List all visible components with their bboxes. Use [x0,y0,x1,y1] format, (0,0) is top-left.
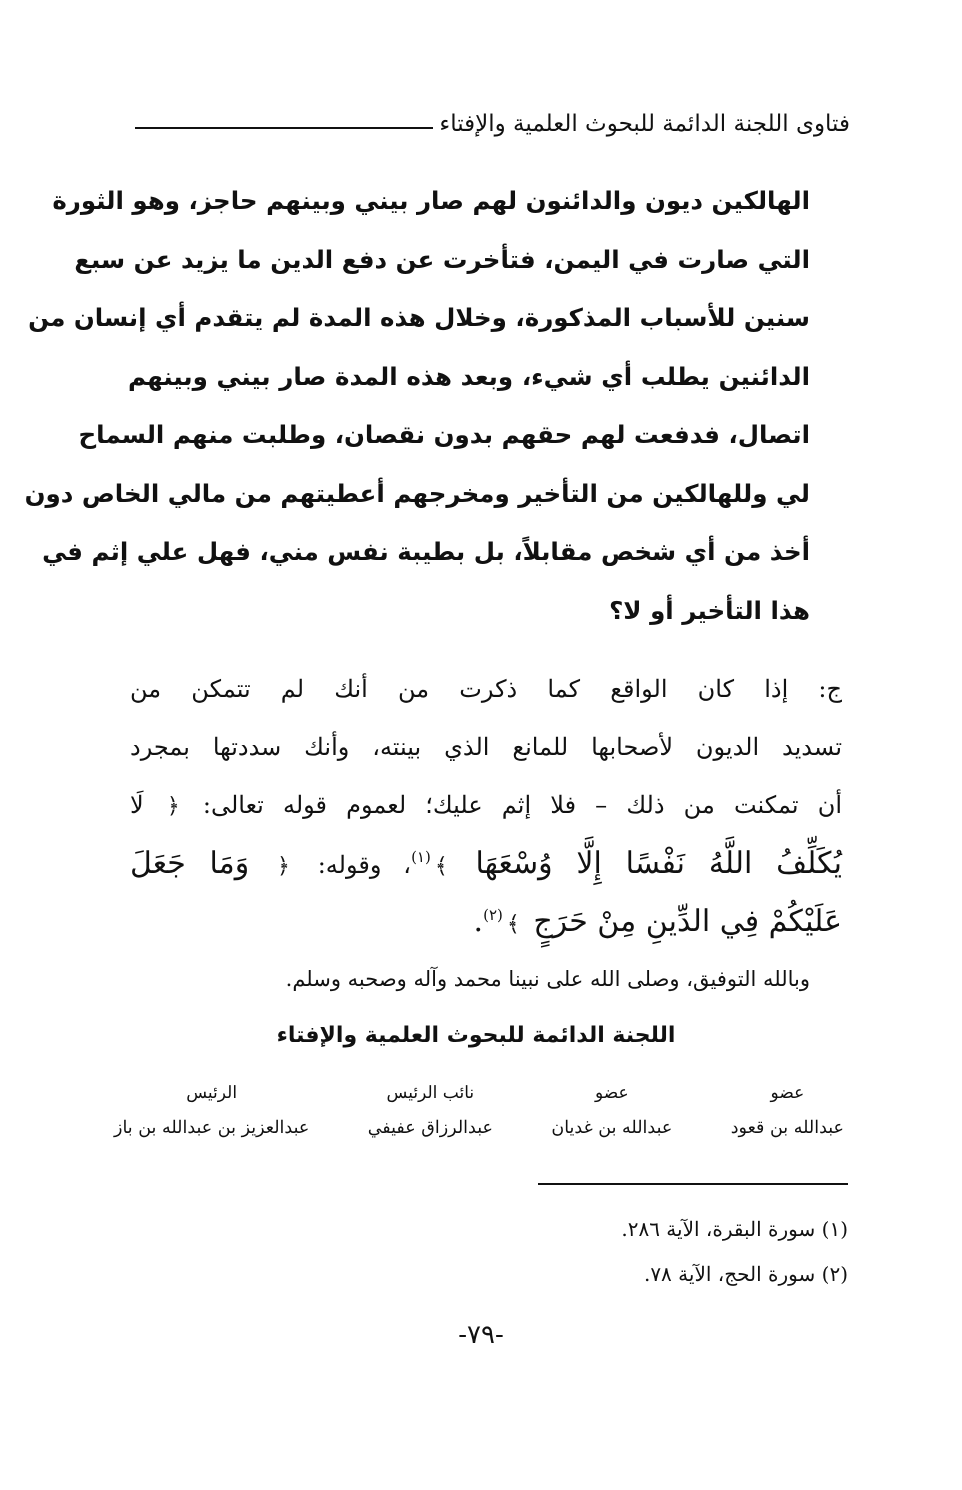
signatory [368,1078,493,1138]
quran-ornament-close: ﴾ [434,854,448,879]
quran-verse-1: يُكَلِّفُ اللَّهُ نَفْسًا إِلَّا وُسْعَهَا [475,846,842,881]
running-header [135,100,850,140]
running-header-title: فتاوى اللجنة الدائمة للبحوث العلمية والإفتاء [439,111,850,137]
footnote: (٢) سورة الحج، الآية ٧٨. [643,1262,848,1286]
quran-verse-2-start: وَمَا جَعَلَ [130,846,250,881]
signatory-role: نائب الرئيس [386,1083,475,1103]
signatory-role: عضو [770,1083,805,1103]
question-line: لي وللهالكين من التأخير ومخرجهم أعطيتهم من مالي الخاص دون [24,478,810,508]
question-line: الدائنين يطلب أي شيء، وبعد هذه المدة صار بيني وبينهم [128,361,810,391]
question-line: أخذ من أي شخص مقابلاً، بل بطيبة نفس مني، فهل علي إثم في [42,537,810,566]
answer-text-segment: ، وقوله: [317,851,412,879]
footnote: (١) سورة البقرة، الآية ٢٨٦. [621,1217,848,1241]
answer-text-segment: أن تمكنت من ذلك – فلا إثم عليك؛ لعموم قوله تعالى: [202,791,842,819]
signatory [731,1078,844,1138]
quran-ornament-open: ﴿ [166,794,180,819]
footnote-marker-2: (٢) [483,906,503,924]
verse-tail: . [473,904,484,939]
verse-fragment: لَا [130,791,144,819]
signatory-role: عضو [595,1083,629,1103]
signatory [114,1078,309,1138]
signatory-name: عبدالرزاق عفيفي [367,1118,493,1138]
question-line: التي صارت في اليمن، فتأخرت عن دفع الدين ما يزيد عن سبع [74,244,810,274]
quran-ornament-close: ﴾ [506,912,520,937]
question-text [24,172,810,640]
answer-text [130,660,842,950]
signatory-name: عبدالعزيز بن عبدالله بن باز [114,1118,310,1138]
signatory-name: عبدالله بن غديان [551,1118,673,1138]
signatory-role: الرئيس [186,1083,238,1103]
answer-line: تسديد الديون لأصحابها للمانع الذي بينته، وأنك سددتها بمجرد [130,733,842,761]
quran-verse-2-end: عَلَيْكُمْ فِي الدِّينِ مِنْ حَرَجٍ [533,904,842,939]
question-line: الهالكين ديون والدائنون لهم صار بيني وبينهم حاجز، وهو الثورة [52,186,810,215]
answer-verse-line [130,894,842,950]
signatory-name: عبدالله بن قعود [730,1118,844,1138]
footnotes [621,1207,848,1297]
page-number: -٧٩- [458,1320,504,1350]
running-header-rule [135,127,433,129]
committee-title: اللجنة الدائمة للبحوث العلمية والإفتاء [276,1023,676,1048]
answer-verse-line [130,834,842,894]
question-line: سنين للأسباب المذكورة، وخلال هذه المدة لم يتقدم أي إنسان من [28,303,810,332]
question-line: اتصال، فدفعت لهم حقهم بدون نقصان، وطلبت منهم السماح [78,420,810,449]
answer-line: ج: إذا كان الواقع كما ذكرت من أنك لم تتمكن من [130,675,842,703]
quran-ornament-open: ﴿ [277,854,290,879]
signatories [114,1078,844,1138]
question-line: هذا التأخير أو لا؟ [609,595,810,625]
footnote-marker-1: (١) [411,848,431,866]
footnote-separator [538,1183,848,1185]
signatory [551,1078,672,1138]
closing-formula: وبالله التوفيق، وصلى الله على نبينا محمد وآله وصحبه وسلم. [285,967,810,991]
answer-line [130,776,842,834]
